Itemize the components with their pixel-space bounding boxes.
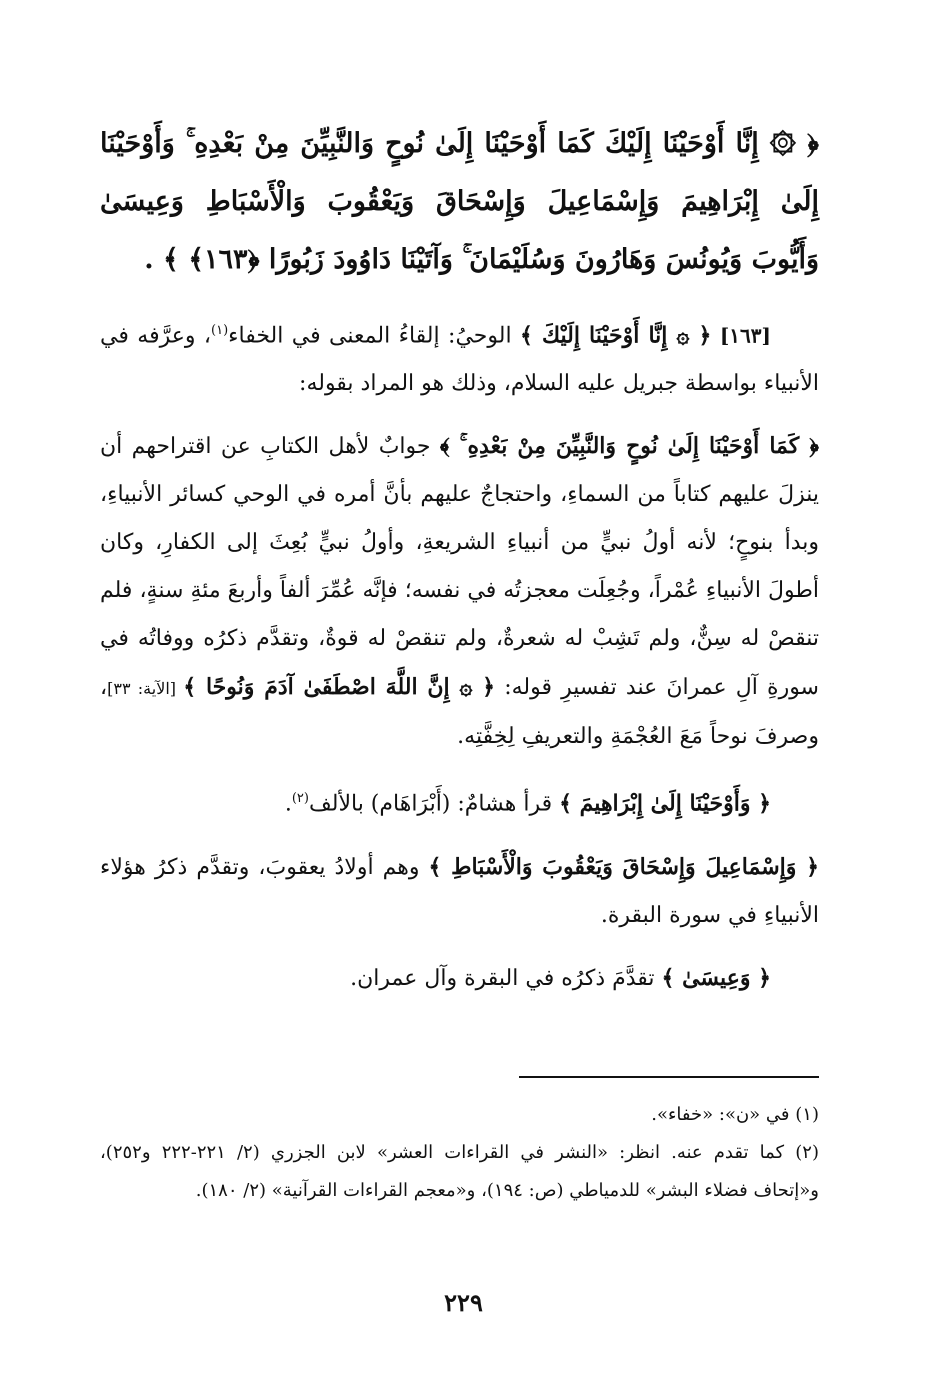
footnote-item	[100, 1134, 819, 1210]
quoted-verse: ﴿ وَعِيسَىٰ ﴾	[661, 964, 771, 991]
paragraph-text: جوابٌ لأهل الكتابِ عن اقتراحهم أن ينزلَ عليهم كتاباً من السماءِ، واحتجاجٌ عليهم بأنَّ أمره في الوحي كسائر الأنبياءِ، وبدأ بنوحٍ؛ لأنه أولُ نبيٍّ من أنبياءِ الشريعةِ، وأولُ نبيٍّ بُعِثَ إلى الكفارِ، وكان أطولَ الأنبياءِ عُمْراً، وجُعِلَت معجزتُه في نفسه؛ فإنَّه عُمِّرَ ألفاً وأربعَ مئةِ سنةٍ، فلم تنقصْ له سِنٌّ، ولم تَشِبْ له شعرةٌ، ولم تنقصْ له قوةٌ، وتقدَّم ذكرُه ووفاتُه في سورةِ آلِ عمرانَ عند تفسيرِ قوله:	[100, 434, 820, 701]
quoted-verse: ﴿ ۞ إِنَّ اللَّهَ اصْطَفَىٰ آدَمَ وَنُوحًا ﴾	[183, 674, 496, 701]
paragraph-text: ، وعرَّفه في الأنبياء بواسطة جبريل عليه السلام، وذلك هو المراد بقوله:	[100, 323, 819, 397]
paragraph-text: وهم أولادُ يعقوبَ، وتقدَّم ذكرُ هؤلاء الأنبياءِ في سورة البقرة.	[100, 854, 819, 928]
footnote-number: (٢)	[795, 1142, 819, 1163]
footnote-number: (١)	[795, 1104, 819, 1125]
footnote-marker[interactable]: (٢)	[291, 791, 309, 807]
quoted-verse: ﴿ وَإِسْمَاعِيلَ وَإِسْحَاقَ وَيَعْقُوبَ وَالْأَسْبَاطِ ﴾	[428, 853, 819, 880]
commentary-paragraph	[100, 307, 819, 408]
quoted-verse: ﴿ كَمَا أَوْحَيْنَا إِلَىٰ نُوحٍ وَالنَّبِيِّنَ مِنْ بَعْدِهِ ۚ ﴾	[439, 433, 820, 460]
quoted-verse: ﴿ وَأَوْحَيْنَا إِلَىٰ إِبْرَاهِيمَ ﴾	[559, 790, 771, 817]
footnote-divider	[519, 1076, 819, 1078]
footnote-item	[100, 1096, 819, 1134]
paragraph-text: قرأ هشامٌ: (أَبْرَاهَام) بالألف	[308, 791, 560, 817]
footnote-marker[interactable]: (١)	[211, 323, 229, 338]
paragraph-text: .	[284, 791, 292, 817]
paragraph-text: تقدَّمَ ذكرُه في البقرة وآل عمران.	[350, 965, 662, 991]
verse-text: ﴿ ۞ إِنَّا أَوْحَيْنَا إِلَيْكَ كَمَا أَوْحَيْنَا إِلَىٰ نُوحٍ وَالنَّبِيِّنَ مِنْ بَعْدِهِ ۚ وَأَوْحَيْنَا إِلَىٰ إِبْرَاهِيمَ وَإِسْمَاعِيلَ وَإِسْحَاقَ وَيَعْقُوبَ وَالْأَسْبَاطِ وَعِيسَىٰ وَأَيُّوبَ وَيُونُسَ وَهَارُونَ وَسُلَيْمَانَ ۚ وَآتَيْنَا دَاوُودَ زَبُورًا ﴿١٦٣﴾ ﴾ .	[100, 128, 819, 275]
main-text	[100, 115, 819, 1019]
commentary-paragraph	[100, 954, 819, 1003]
footnote-text: في «ن»: «خفاء».	[651, 1104, 790, 1125]
commentary-paragraph	[100, 422, 819, 761]
verse-reference: [الآية: ٣٣]	[107, 679, 184, 699]
footnote-text: كما تقدم عنه. انظر: «النشر في القراءات العشر» لابن الجزري (٢/ ٢٢١-٢٢٢ و٢٥٢)، و«إتحاف فضلاء البشر» للدمياطي (ص: ١٩٤)، و«معجم القراءات القرآنية» (٢/ ١٨٠).	[100, 1142, 819, 1201]
page-number: ٢٢٩	[444, 1288, 483, 1317]
commentary-paragraph	[100, 775, 819, 828]
quran-verse	[100, 115, 819, 289]
footnotes-section	[100, 1096, 819, 1210]
verse-number-bracket: [١٦٣]	[719, 323, 771, 348]
commentary-paragraph	[100, 843, 819, 940]
quoted-verse: ﴿ ۞ إِنَّا أَوْحَيْنَا إِلَيْكَ ﴾	[519, 322, 712, 349]
paragraph-text: ، وصرفَ نوحاً مَعَ العُجْمَةِ والتعريفِ لِخِفَّتِه.	[100, 675, 819, 750]
paragraph-text: الوحيُ: إلقاءُ المعنى في الخفاء	[228, 323, 520, 349]
